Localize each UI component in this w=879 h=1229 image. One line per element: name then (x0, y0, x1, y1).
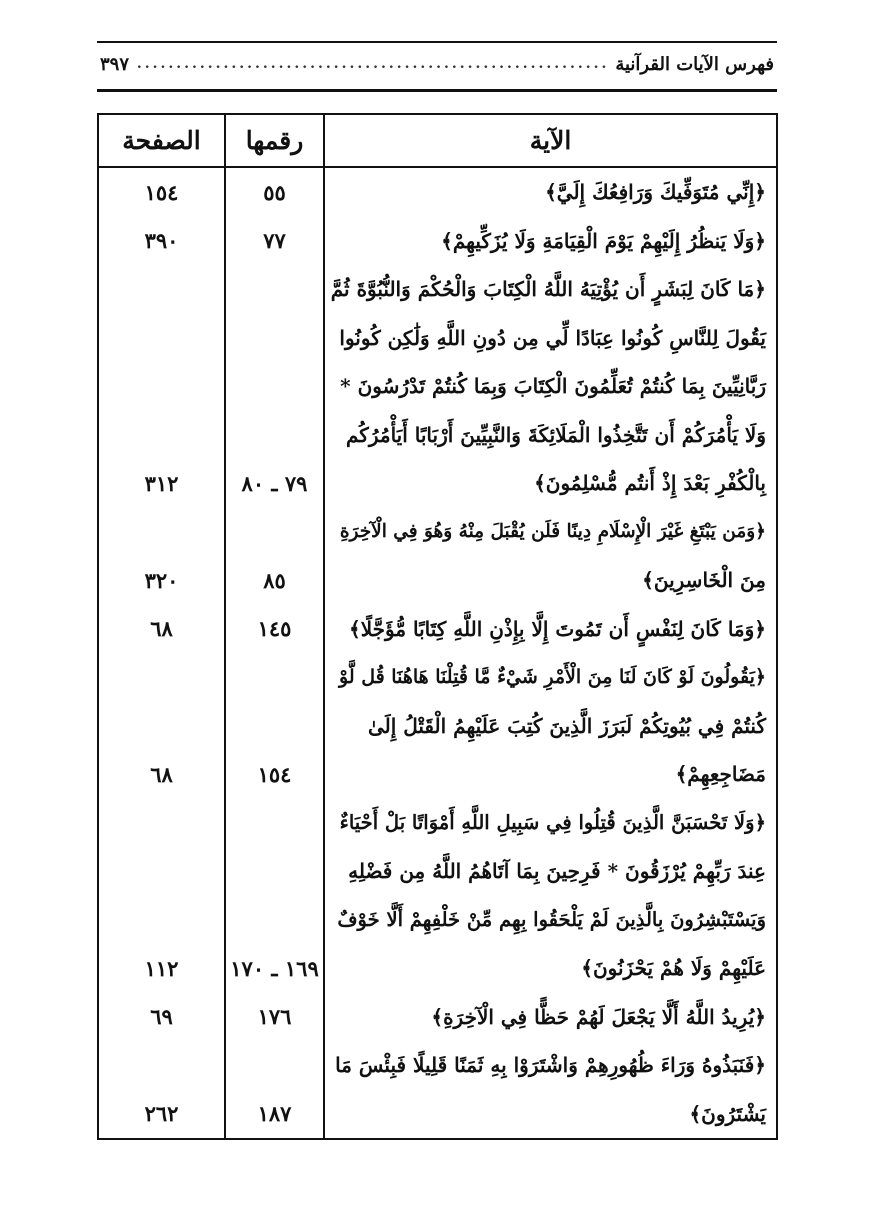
verse-cell: عِندَ رَبِّهِمْ يُرْزَقُونَ * فَرِحِينَ بِمَا آتَاهُمُ اللَّهُ مِن فَضْلِهِ (324, 847, 776, 896)
page-ref-cell (99, 847, 225, 896)
verse-cell: ﴿وَمَن يَبْتَغِ غَيْرَ الْإِسْلَامِ دِينًا فَلَن يُقْبَلَ مِنْهُ وَهُوَ فِي الْآخِرَةِ (324, 508, 776, 557)
verse-cell: ﴿يُرِيدُ اللَّهُ أَلَّا يَجْعَلَ لَهُمْ حَظًّا فِي الْآخِرَةِ﴾ (324, 993, 776, 1042)
verse-number-cell: ١٦٩ ـ ١٧٠ (225, 944, 324, 993)
table-row (99, 508, 776, 557)
table-row (99, 944, 776, 993)
table-row (99, 896, 776, 945)
verse-cell: رَبَّانِيِّينَ بِمَا كُنتُمْ تُعَلِّمُونَ الْكِتَابَ وَبِمَا كُنتُمْ تَدْرُسُونَ * (324, 362, 776, 411)
verse-cell: مِنَ الْخَاسِرِينَ﴾ (324, 556, 776, 605)
column-header-number: رقمها (225, 115, 324, 167)
verse-number-cell (225, 508, 324, 557)
verse-number-cell: ٥٥ (225, 167, 324, 217)
verse-cell: ﴿وَلَا يَنظُرُ إِلَيْهِمْ يَوْمَ الْقِيَامَةِ وَلَا يُزَكِّيهِمْ﴾ (324, 217, 776, 266)
table-row (99, 167, 776, 217)
page-ref-cell (99, 702, 225, 751)
table-row (99, 605, 776, 654)
column-header-page: الصفحة (99, 115, 225, 167)
page-ref-cell: ٣٩٠ (144, 228, 179, 254)
page-ref-cell (99, 508, 225, 557)
leader-dots (135, 56, 609, 72)
page-ref-cell: ١٥٤ (144, 179, 179, 205)
table-row (99, 314, 776, 363)
verse-cell: يَقُولَ لِلنَّاسِ كُونُوا عِبَادًا لِّي مِن دُونِ اللَّهِ وَلَٰكِن كُونُوا (324, 314, 776, 363)
page-ref-cell: ٣٢٠ (144, 567, 179, 593)
table-row (99, 362, 776, 411)
page-ref-cell (99, 799, 225, 848)
page-ref-cell (99, 896, 225, 945)
verse-number-cell: ١٧٦ (225, 993, 324, 1042)
column-header-verse: الآية (324, 115, 776, 167)
verse-cell: ﴿مَا كَانَ لِبَشَرٍ أَن يُؤْتِيَهُ اللَّهُ الْكِتَابَ وَالْحُكْمَ وَالنُّبُوَّةَ ثُمَّ (324, 265, 776, 314)
verse-number-cell (225, 896, 324, 945)
verse-number-cell (225, 799, 324, 848)
verse-number-cell (225, 1041, 324, 1090)
page-ref-cell: ٦٨ (150, 616, 173, 642)
verse-cell: ﴿وَلَا تَحْسَبَنَّ الَّذِينَ قُتِلُوا فِي سَبِيلِ اللَّهِ أَمْوَاتًا بَلْ أَحْيَاءٌ (324, 799, 776, 848)
verse-number-cell: ٧٧ (225, 217, 324, 266)
verse-number-cell (225, 265, 324, 314)
page-ref-cell (99, 265, 225, 314)
table-row (99, 265, 776, 314)
table-row (99, 459, 776, 508)
page-ref-cell: ٦٨ (150, 761, 173, 787)
verse-cell: ﴿يَقُولُونَ لَوْ كَانَ لَنَا مِنَ الْأَمْرِ شَيْءٌ مَّا قُتِلْنَا هَاهُنَا قُل لَّوْ (324, 653, 776, 702)
table-row (99, 217, 776, 266)
page-ref-cell: ٣١٢ (144, 470, 179, 496)
verse-number-cell (225, 702, 324, 751)
header-rule-bottom (97, 89, 777, 92)
table-row (99, 556, 776, 605)
table-row (99, 702, 776, 751)
table-row (99, 799, 776, 848)
verse-number-cell: ٧٩ ـ ٨٠ (225, 459, 324, 508)
verse-number-cell (225, 653, 324, 702)
verse-number-cell: ١٥٤ (225, 750, 324, 799)
table-row (99, 1041, 776, 1090)
header-rule-top (97, 41, 777, 43)
verse-cell: مَضَاجِعِهِمْ﴾ (324, 750, 776, 799)
table-row (99, 653, 776, 702)
verse-cell: بِالْكُفْرِ بَعْدَ إِذْ أَنتُم مُّسْلِمُونَ﴾ (324, 459, 776, 508)
verse-cell: وَلَا يَأْمُرَكُمْ أَن تَتَّخِذُوا الْمَلَائِكَةَ وَالنَّبِيِّينَ أَرْبَابًا أَيَأْمُرُكُم (324, 411, 776, 460)
verse-number-cell (225, 411, 324, 460)
page-ref-cell (99, 411, 225, 460)
running-header (100, 50, 774, 78)
page-number: ٣٩٧ (100, 53, 130, 75)
table-header-row (99, 115, 776, 167)
verse-cell: عَلَيْهِمْ وَلَا هُمْ يَحْزَنُونَ﴾ (324, 944, 776, 993)
verse-number-cell (225, 362, 324, 411)
verse-cell: ﴿إِنِّي مُتَوَفِّيكَ وَرَافِعُكَ إِلَيَّ﴾ (324, 167, 776, 217)
verse-cell: كُنتُمْ فِي بُيُوتِكُمْ لَبَرَزَ الَّذِينَ كُتِبَ عَلَيْهِمُ الْقَتْلُ إِلَىٰ (324, 702, 776, 751)
page-ref-cell (99, 362, 225, 411)
verse-cell: وَيَسْتَبْشِرُونَ بِالَّذِينَ لَمْ يَلْحَقُوا بِهِم مِّنْ خَلْفِهِمْ أَلَّا خَوْفٌ (324, 896, 776, 945)
table-row (99, 993, 776, 1042)
table-row (99, 411, 776, 460)
verse-cell: ﴿فَنَبَذُوهُ وَرَاءَ ظُهُورِهِمْ وَاشْتَرَوْا بِهِ ثَمَنًا قَلِيلًا فَبِئْسَ مَا (324, 1041, 776, 1090)
page-ref-cell (99, 653, 225, 702)
table-row (99, 750, 776, 799)
page-ref-cell: ١١٢ (144, 955, 179, 981)
verse-number-cell: ٨٥ (225, 556, 324, 605)
verse-cell: ﴿وَمَا كَانَ لِنَفْسٍ أَن تَمُوتَ إِلَّا بِإِذْنِ اللَّهِ كِتَابًا مُّؤَجَّلًا﴾ (324, 605, 776, 654)
verse-number-cell (225, 847, 324, 896)
table-row (99, 847, 776, 896)
running-header-title: فهرس الآيات القرآنية (615, 53, 774, 75)
verse-number-cell: ١٨٧ (225, 1090, 324, 1139)
page-ref-cell (99, 1041, 225, 1090)
verse-index-table (97, 113, 778, 1140)
page-ref-cell: ٢٦٢ (144, 1101, 179, 1127)
verse-number-cell: ١٤٥ (225, 605, 324, 654)
table-row (99, 1090, 776, 1139)
page-ref-cell (99, 314, 225, 363)
page-ref-cell: ٦٩ (150, 1004, 173, 1030)
verse-number-cell (225, 314, 324, 363)
verse-cell: يَشْتَرُونَ﴾ (324, 1090, 776, 1139)
